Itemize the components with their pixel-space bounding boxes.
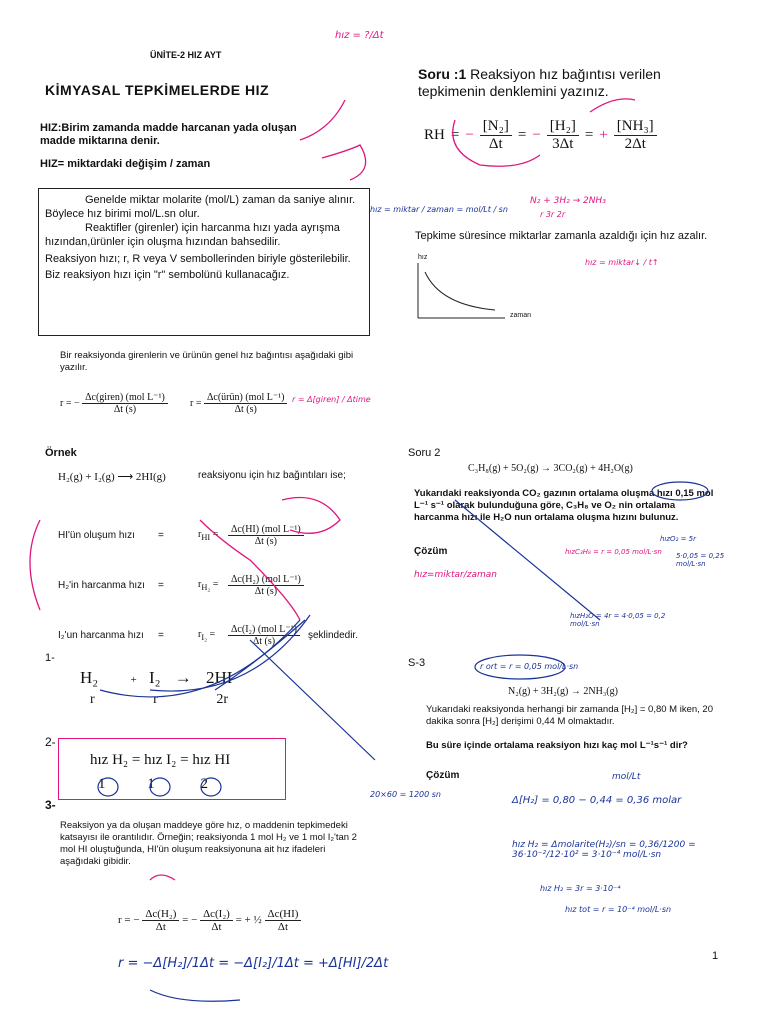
hw-h2o-rate: hızH₂O = 4r = 4·0,05 = 0,2 mol/L·sn [570,612,666,628]
hw-hiz-miktar: hız = miktar / zaman = mol/Lt / sn [370,205,508,214]
ornek-reaction: H₂(g) + I₂(g) ⟶ 2HI(g) [58,471,166,483]
hw-o2-value: 5·0,05 = 0,25 mol/L·sn [676,552,725,568]
soru1 [418,66,728,100]
reactant-numerator: Δc(giren) (mol L⁻¹) [82,392,168,404]
step3-number: 3- [45,798,56,812]
soru2-reaction: C₃H₈(g) + 5O₂(g) → 3CO₂(g) + 4H₂O(g) [468,463,633,474]
step2-number: 2- [45,735,56,749]
step3-formula: r = − $\frac{\text{Δc(H₂)}}{\Delta t}$ = − $\frac{\text{Δc(I₂)}}{\Delta t}$ = + ½ $\frac{\Delta c(HI)}{\Delta t}$ [118,908,301,933]
ornek-rows [58,510,358,660]
s3-label: S-3 [408,657,426,669]
rate-row-label: I₂'un harcanma hızı [58,629,144,641]
s3-cozum: Çözüm [426,770,460,781]
general-formula-product: r = $\frac{\text{Δc(ürün) (mol L⁻¹)}}{\Delta t (s)}$ [190,392,287,415]
product-denominator: Δt (s) [234,404,257,415]
page-number: 1 [712,950,719,962]
step1-number: 1- [45,652,55,664]
step1-h2: H₂ [80,668,99,687]
rate-row-i2: I₂'un harcanma hızı = $r_{I_2}$ = $\frac{\text{Δc(I₂) (mol L⁻¹)}}{\Delta t (s)}$ şeklindedir. [58,623,358,647]
rate-row-hi: HI'ün oluşum hızı = $r_{HI}$ = $\frac{\text{Δc(HI) (mol L⁻¹)}}{\Delta t (s)}$ [58,510,358,560]
s3-question: Bu süre içinde ortalama reaksiyon hızı kaç mol L⁻¹s⁻¹ dir? [426,740,688,751]
hw-general-rate: r = Δ[giren] / Δtime [292,395,371,404]
graph-x-label: zaman [510,312,532,319]
annotation-stroke [150,990,240,1001]
rate-row-label: H₂'in harcanma hızı [58,579,145,591]
general-formula-reactant: r = − $\frac{\text{Δc(giren) (mol L⁻¹)}}{\Delta t (s)}$ [60,392,168,415]
annotation-stroke [150,875,175,880]
ornek-tail: şeklindedir. [307,629,358,641]
soru2-cozum: Çözüm [414,546,448,557]
unit-title: ÜNİTE-2 HIZ AYT [150,50,222,60]
soru1-text: Reaksiyon hız bağıntısı verilen tepkimenin denklemini yazınız. [418,66,661,99]
hw-delta-h2: Δ[H₂] = 0,80 − 0,44 = 0,36 molar [512,795,682,806]
info-box-p3: Reaksiyon hızı; r, R veya V sembollerinden biriyle gösterilebilir. Biz reaksiyon hızı için "r" sembolünü kullanacağız. [45,253,351,281]
hw-o2-rate: hızO₂ = 5r [660,535,697,543]
definition-formula: HIZ= miktardaki değişim / zaman [40,158,211,170]
hw-hiz-h2: hız H₂ = Δmolarite(H₂)/sn = 0,36/1200 = 36·10⁻²/12·10² = 3·10⁻⁴ mol/L·sn [512,840,696,860]
info-box-p2: Reaktifler (girenler) için harcanma hızı yada ayrışma hızından,ürünler için oluşma hızından bahsedilir. [45,222,340,248]
soru2-text: Yukarıdaki reaksiyonda CO₂ gazının ortalama oluşma hızı 0,15 mol L⁻¹ s⁻¹ olarak bulunduğuna göre, C₃H₈ ve O₂ nin ortalama harcanma hızı ile H₂O nun ortalama oluşma hızını bulunuz. [414,488,714,523]
soru1-formula: RH = − $\frac{\text{[N₂]}}{\Delta t}$ = − $\frac{\text{[H₂]}}{3\Delta t}$ = + $\frac{\text{[NH₃]}}{2\Delta t}$ [424,118,657,153]
s3-reaction: N₂(g) + 3H₂(g) → 2NH₃(g) [508,686,618,697]
step2-equation: hız H₂ = hız I₂ = hız HI [90,752,231,768]
step1-i2: I₂ [148,668,161,687]
hw-top-formula: hız = ?/Δt [335,30,384,41]
hw-reaction: N₂ + 3H₂ → 2NH₃ [530,196,606,206]
soru2-label: Soru 2 [408,447,441,459]
product-numerator: Δc(ürün) (mol L⁻¹) [204,392,287,404]
general-intro: Bir reaksiyonda girenlerin ve ürünün genel hız bağıntısı aşağıdaki gibi yazılır. [60,350,354,373]
step1-rates: r r 2r [90,692,229,707]
info-box [38,188,370,336]
s3-text: Yukarıdaki reaksiyonda herhangi bir zamanda [H₂] = 0,80 M iken, 20 dakika sonra [H₂] derişimi 0,44 M olmaktadır. [426,704,714,727]
main-heading: KİMYASAL TEPKİMELERDE HIZ [45,82,270,98]
hw-speed-def: hız=miktar/zaman [414,570,497,580]
hw-3r: hız H₂ = 3r = 3·10⁻⁴ [540,884,621,893]
hw-r-ort: r ort = r = 0,05 mol/L·sn [480,662,579,671]
reactant-denominator: Δt (s) [113,404,137,415]
hw-total: hız tot = r = 10⁻⁴ mol/L·sn [565,905,672,914]
annotation-stroke [30,520,40,610]
step3-text: Reaksiyon ya da oluşan maddeye göre hız, o maddenin tepkimedeki katsayısı ile orantılıdır. Örneğin; reaksiyonda 1 mol H₂ ve 1 mol I₂'tan 2 mol HI oluştuğunda, HI'ün oluşum reaksiyonuna ait hız ifadeleri aşağıdaki gibidir. [60,820,357,867]
ornek-reaction-tail: reaksiyonu için hız bağıntıları ise; [198,470,346,481]
step1-hi: 2HI [206,668,233,687]
graph-caption: Tepkime süresince miktarlar zamanla azaldığı için hız azalır. [415,230,708,242]
rate-row-label: HI'ün oluşum hızı [58,529,135,541]
rate-row-h2: H₂'in harcanma hızı = $r_{H_2}$ = $\frac{\text{Δc(H₂) (mol L⁻¹)}}{\Delta t (s)}$ [58,560,358,610]
info-box-p1: Genelde miktar molarite (mol/L) zaman da saniye alınır. Böylece hız birimi mol/L.sn olur. [45,194,356,220]
definition-speed: HIZ:Birim zamanda madde harcanan yada oluşan madde miktarına denir. [40,122,297,147]
hw-bottom-formula: r = −Δ[H₂]/1Δt = −Δ[I₂]/1Δt = +Δ[HI]/2Δt [118,956,389,971]
soru1-label: Soru :1 [418,66,467,82]
hw-time-convert: 20×60 = 1200 sn [370,790,441,799]
hw-rate-decrease: hız = miktar↓ / t↑ [585,258,659,267]
hw-mol-lt: mol/Lt [612,772,641,782]
annotation-stroke [590,99,635,112]
hw-c3h8-rate: hızC₃H₈ = r = 0,05 mol/L·sn [565,548,662,556]
step2-coefficients: 1 1 2 [98,776,208,792]
graph-y-label: hız [418,254,428,261]
ornek-label: Örnek [45,447,77,459]
step1-equation: H₂ + I₂ → 2HI [80,668,233,687]
hw-rates: r 3r 2r [540,210,566,219]
